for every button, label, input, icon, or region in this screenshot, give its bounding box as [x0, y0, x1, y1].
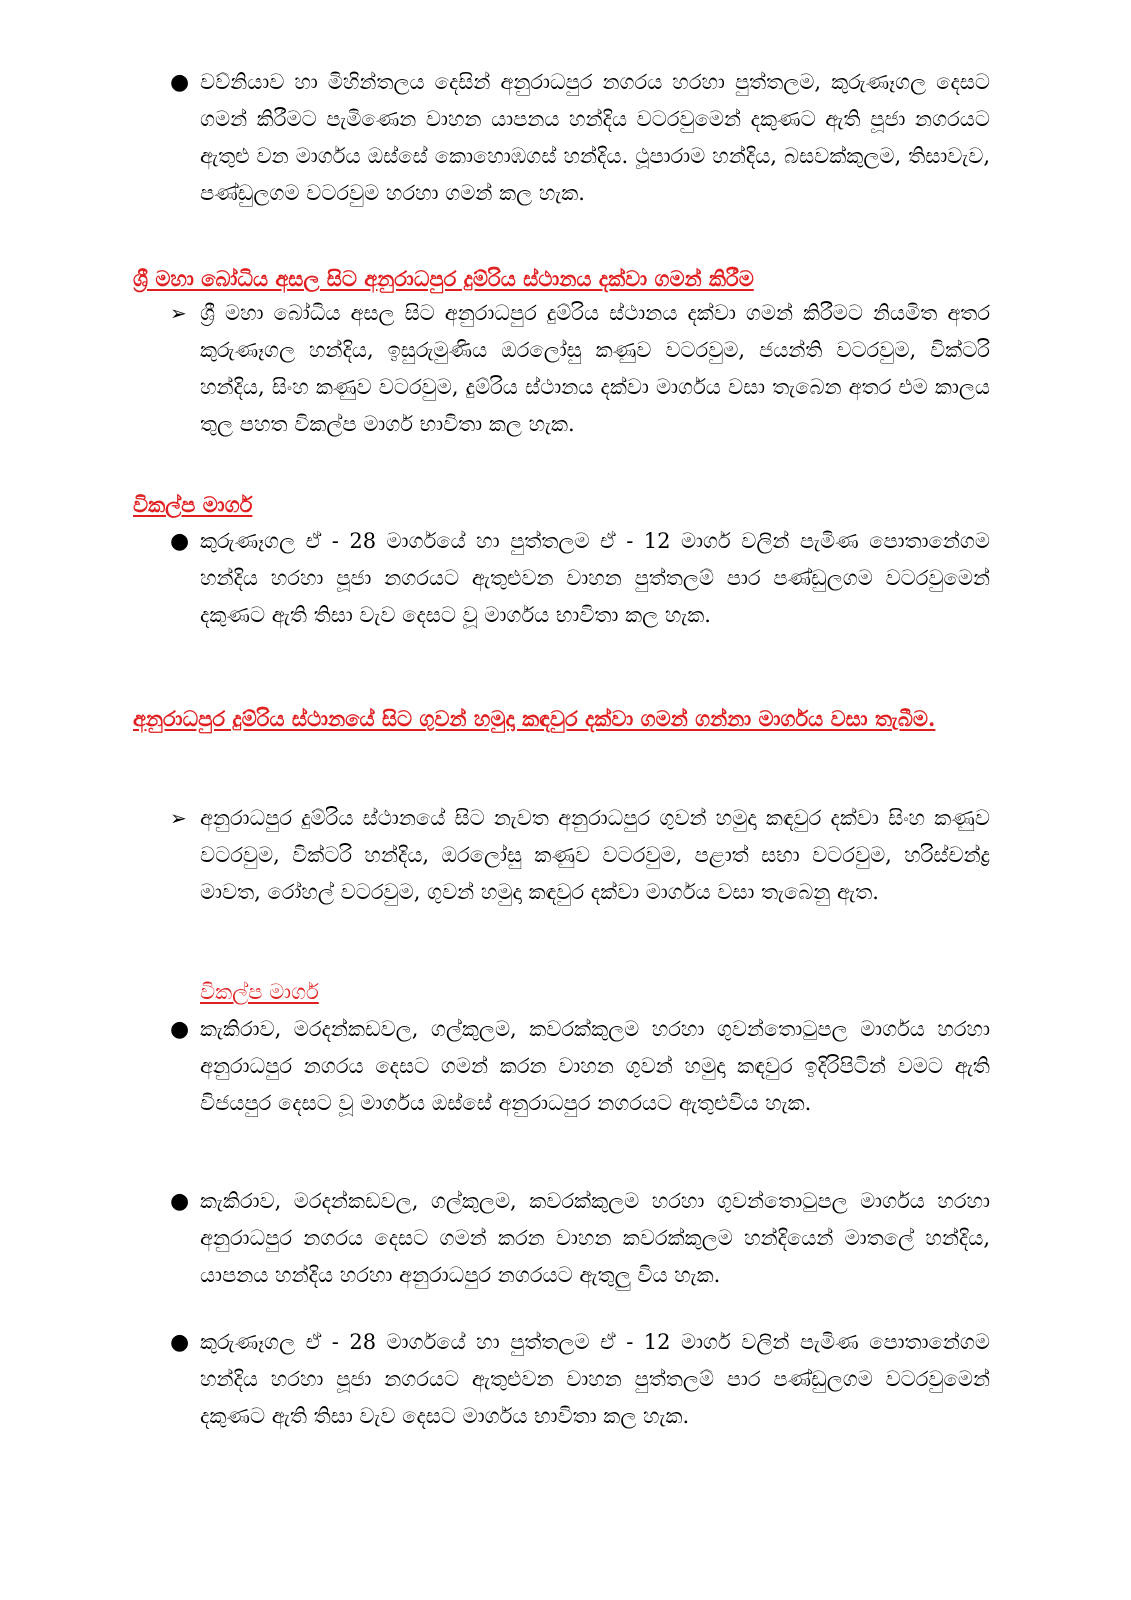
paragraph-text: කුරුණෑගල ඒ - 28 මාර්ගයේ හා පුත්තලම ඒ - 12 මාර්ග වලින් පැමිණ පොතානේගම හන්දිය හරහා පූජා නගරයට ඇතුළුවන වාහන පුත්තලම් පාර පණ්ඩුලගම වටරවුමෙන් දකුණට ඇති තිසා වැව දෙසට මාර්ගය භාවිතා කල හැක. — [200, 1330, 990, 1428]
arrow-bullet-icon: ➢ — [170, 806, 187, 830]
arrow-bullet-icon: ➢ — [170, 301, 187, 325]
list-item — [170, 1324, 990, 1435]
list-item — [170, 64, 990, 212]
sub-heading: විකල්ප මාර්ග — [200, 980, 319, 1004]
bullet-icon: ● — [170, 1330, 190, 1355]
list-item — [170, 800, 990, 911]
bullet-icon: ● — [170, 1017, 190, 1042]
section-heading: විකල්ප මාර්ග — [133, 492, 253, 517]
list-item — [170, 1011, 990, 1122]
list-item — [170, 295, 990, 443]
paragraph-text: අනුරාධපුර දුම්රිය ස්ථානයේ සිට නැවත අනුරාධපුර ගුවන් හමුදා කඳවුර දක්වා සිංහ කණුව වටරවුම, වික්ටරි හන්දිය, ඔරලෝසු කණුව වටරවුම, පළාත් සභා වටරවුම, හරිස්චන්ද්‍ර මාවත, රෝහල් වටරවුම, ගුවන් හමුදා කඳවුර දක්වා මාර්ගය වසා තැබෙනු ඇත. — [200, 806, 990, 904]
bullet-icon: ● — [170, 70, 190, 95]
paragraph-text: කැකිරාව, මරදන්කඩවල, ගල්කුලම, කවරක්කුලම හරහා ගුවන්තොටුපල මාර්ගය හරහා අනුරාධපුර නගරය දෙසට ගමන් කරන වාහන කවරක්කුලම හන්දියෙන් මාතලේ හන්දිය, යාපනය හන්දිය හරහා අනුරාධපුර නගරයට ඇතුලු විය හැක. — [200, 1189, 990, 1287]
section-heading: අනුරාධපුර දුම්රිය ස්ථානයේ සිට ගුවන් හමුදා කඳවුර දක්වා ගමන් ගන්නා මාර්ගය වසා තැබීම. — [133, 706, 936, 731]
list-item — [170, 523, 990, 634]
paragraph-text: වව්නියාව හා මිහින්තලය දෙසින් අනුරාධපුර නගරය හරහා පුත්තලම, කුරුණෑගල දෙසට ගමන් කිරීමට පැමිණෙන වාහන යාපනය හන්දිය වටරවුමෙන් දකුණට ඇති පූජා නගරයට ඇතුළු වන මාර්ගය ඔස්සේ කොහොඹගස් හන්දිය. ථූපාරාම හන්දිය, බසවක්කුලම, තිසාවැව, පණ්ඩුලගම වටරවුම හරහා ගමන් කල හැක. — [200, 70, 990, 205]
section-heading: ශ්‍රී මහා බෝධිය අසල සිට අනුරාධපුර දුම්රිය ස්ථානය දක්වා ගමන් කිරීම — [133, 266, 754, 291]
paragraph-text: කුරුණෑගල ඒ - 28 මාර්ගයේ හා පුත්තලම ඒ - 12 මාර්ග වලින් පැමිණ පොතානේගම හන්දිය හරහා පූජා නගරයට ඇතුළුවන වාහන පුත්තලම් පාර පණ්ඩුලගම වටරවුමෙන් දකුණට ඇති තිසා වැව දෙසට වූ මාර්ගය භාවිතා කල හැක. — [200, 529, 990, 627]
paragraph-text: කැකිරාව, මරදන්කඩවල, ගල්කුලම, කවරක්කුලම හරහා ගුවන්තොටුපල මාර්ගය හරහා අනුරාධපුර නගරය දෙසට ගමන් කරන වාහන ගුවන් හමුදා කඳවුර ඉදිරිපිටින් වමට ඇති විජයපුර දෙසට වූ මාර්ගය ඔස්සේ අනුරාධපුර නගරයට ඇතුළුවිය හැක. — [200, 1017, 990, 1115]
paragraph-text: ශ්‍රී මහා බෝධිය අසල සිට අනුරාධපුර දුම්රිය ස්ථානය දක්වා ගමන් කිරීමට නියමිත අතර කුරුණෑගල හන්දිය, ඉසුරුමුණිය ඔරලෝසු කණුව වටරවුම, ජයන්ති වටරවුම, වික්ටරි හන්දිය, සිංහ කණුව වටරවුම, දුම්රිය ස්ථානය දක්වා මාර්ගය වසා තැබෙන අතර එම කාලය තුල පහත විකල්ප මාර්ග භාවිතා කල හැක. — [200, 301, 990, 436]
bullet-icon: ● — [170, 529, 190, 554]
bullet-icon: ● — [170, 1189, 190, 1214]
list-item — [170, 1183, 990, 1294]
